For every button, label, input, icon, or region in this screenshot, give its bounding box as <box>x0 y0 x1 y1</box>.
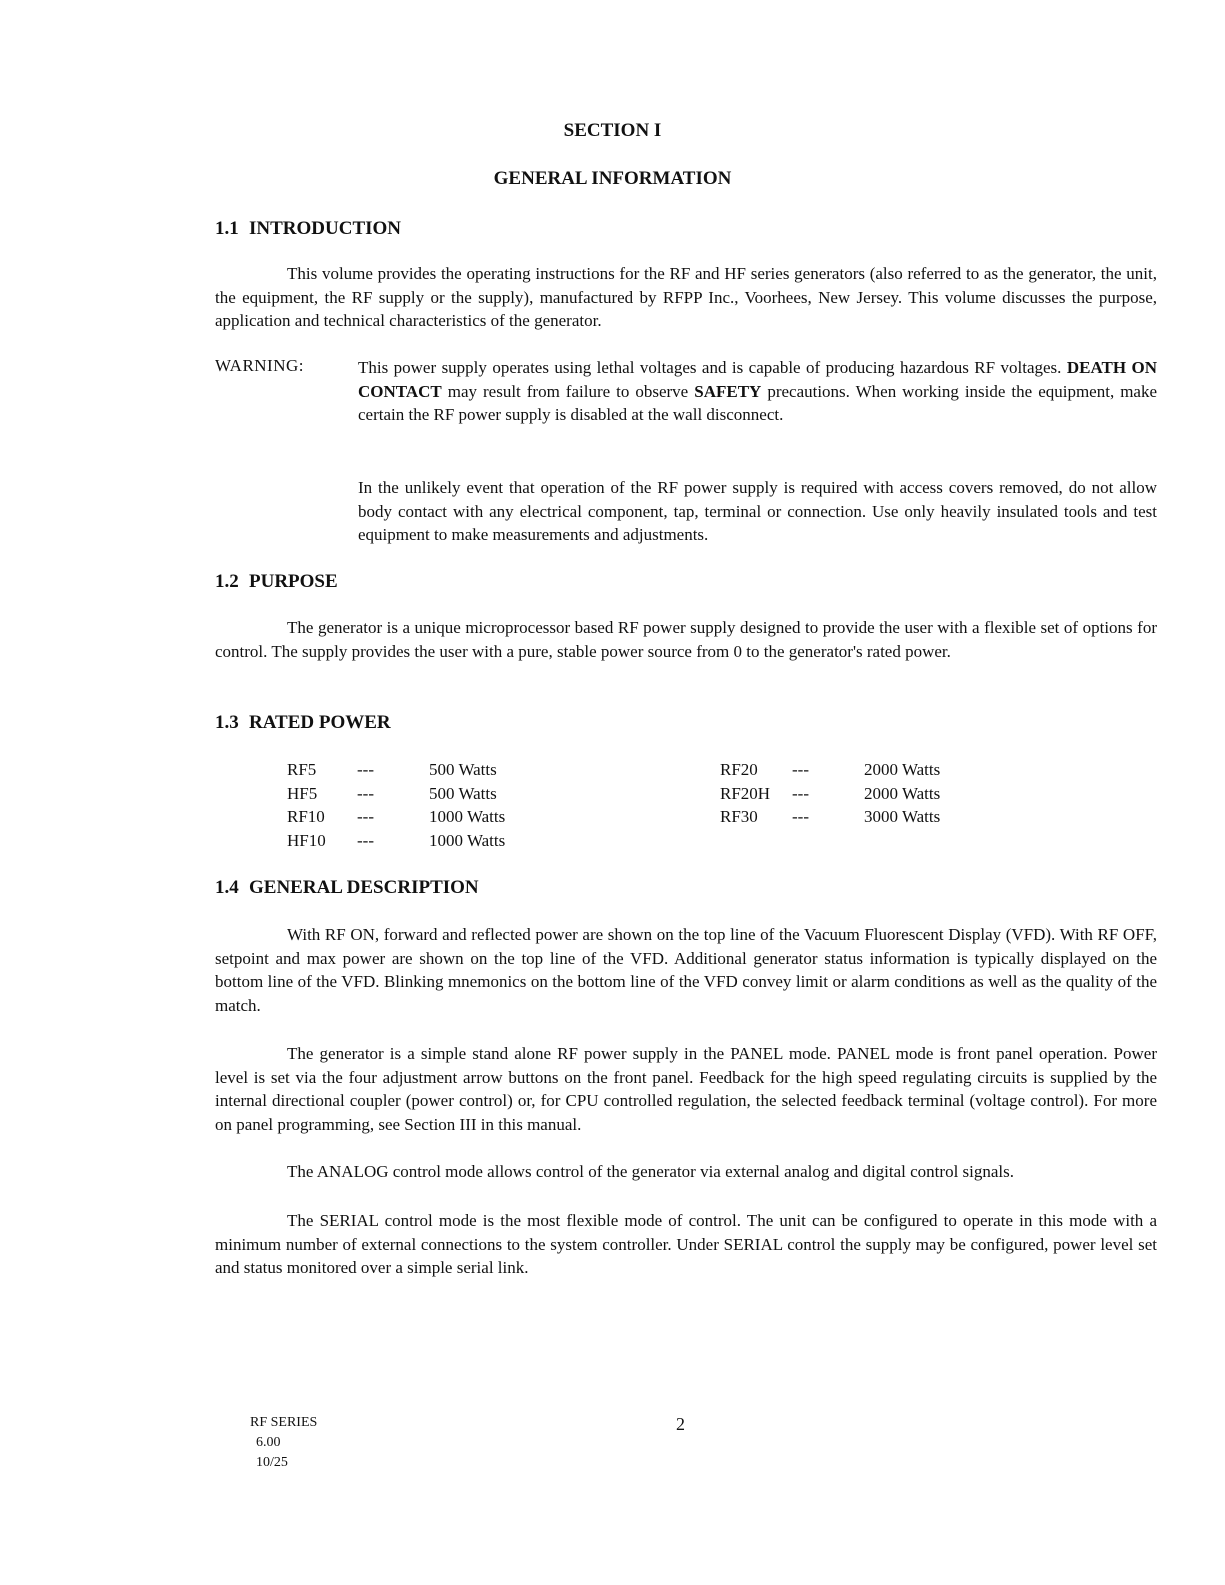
heading-rated-power <box>215 712 391 734</box>
page-number: 2 <box>676 1414 685 1434</box>
ratings-table-left <box>287 758 579 852</box>
heading-text: RATED POWER <box>249 712 391 733</box>
general-paragraph-3 <box>215 1160 1157 1184</box>
warning-emphasis-safety: SAFETY <box>694 381 762 401</box>
warning-text-e: precautions. When working inside the equipment, make certain the RF power supply is disabled at the wall disconnect. <box>358 381 1158 424</box>
warning-text-a: This power supply operates using lethal voltages and is capable of producing hazardous RF voltages. <box>358 358 1062 377</box>
rating-row: RF30 --- 3000 Watts <box>720 807 941 826</box>
footer-series: RF SERIES <box>250 1415 318 1430</box>
warning-paragraph-1 <box>358 356 1157 427</box>
heading-introduction <box>215 218 401 240</box>
footer-doc-info <box>250 1413 317 1473</box>
rating-row: RF20 --- 2000 Watts <box>720 760 941 779</box>
section-title: GENERAL INFORMATION <box>493 168 732 189</box>
heading-number: 1.2 <box>215 571 239 592</box>
general-text-1: With RF ON, forward and reflected power are shown on the top line of the Vacuum Fluorescent Display (VFD). With RF OFF, setpoint and max power are shown on the top line of the VFD. Additional generator status information is typically displayed on the bottom line of the VFD. Blinking mnemonics on the bottom line of the VFD convey limit or alarm conditions as well as the quality of the match. <box>215 925 1157 1015</box>
rating-row: HF5 --- 500 Watts <box>287 783 497 803</box>
heading-text: GENERAL DESCRIPTION <box>249 877 479 898</box>
heading-text: INTRODUCTION <box>249 218 402 239</box>
general-text-4: The SERIAL control mode is the most flexible mode of control. The unit can be configured to operate in this mode with a minimum number of external connections to the system controller. Under SERIAL control the supply may be configured, power level set and status monitored over a simple serial link. <box>215 1211 1157 1277</box>
general-text-3: The ANALOG control mode allows control of the generator via external analog and digital control signals. <box>287 1162 1015 1181</box>
warning-label: WARNING: <box>215 356 304 375</box>
heading-text: PURPOSE <box>249 571 338 592</box>
purpose-text: The generator is a unique microprocessor based RF power supply designed to provide the user with a flexible set of options for control. The supply provides the user with a pure, stable power source from 0 to the generator's rated power. <box>215 618 1157 661</box>
general-text-2: The generator is a simple stand alone RF power supply in the PANEL mode. PANEL mode is front panel operation. Power level is set via the four adjustment arrow buttons on the front panel. Feedback for the high speed regulating circuits is supplied by the internal directional coupler (power control) or, for CPU controlled regulation, the selected feedback terminal (voltage control). For more on panel programming, see Section III in this manual. <box>215 1044 1157 1134</box>
heading-number: 1.3 <box>215 712 239 733</box>
rating-row: HF10 --- 1000 Watts <box>287 830 506 850</box>
general-paragraph-2 <box>215 1042 1157 1136</box>
intro-paragraph <box>215 262 1157 333</box>
heading-number: 1.4 <box>215 877 239 898</box>
rating-row: RF5 --- 500 Watts <box>287 760 497 779</box>
heading-purpose <box>215 571 338 593</box>
warning-text-c: may result from failure to observe <box>447 381 689 401</box>
heading-general-description <box>215 877 479 899</box>
rating-row: RF20H --- 2000 Watts <box>720 783 941 803</box>
rating-row: RF10 --- 1000 Watts <box>287 807 506 826</box>
purpose-paragraph <box>215 616 1157 663</box>
section-number: SECTION I <box>563 120 662 141</box>
ratings-table-right <box>720 758 1014 829</box>
heading-number: 1.1 <box>215 218 239 239</box>
footer-version: 6.00 <box>256 1435 281 1450</box>
footer-date: 10/25 <box>256 1455 288 1470</box>
general-paragraph-1 <box>215 923 1157 1017</box>
warning-emphasis-death: DEATH ON CONTACT <box>358 358 1157 401</box>
intro-text: This volume provides the operating instructions for the RF and HF series generators (also referred to as the generator, the unit, the equipment, the RF supply or the supply), manufactured by RFPP Inc., Voorhees, New Jersey. This volume discusses the purpose, application and technical characteristics of the generator. <box>215 264 1157 330</box>
warning-paragraph-2: In the unlikely event that operation of the RF power supply is required with access covers removed, do not allow body contact with any electrical component, tap, terminal or connection. Use only heavily insulated tools and test equipment to make measurements and adjustments. <box>358 478 1157 544</box>
general-paragraph-4 <box>215 1209 1157 1280</box>
